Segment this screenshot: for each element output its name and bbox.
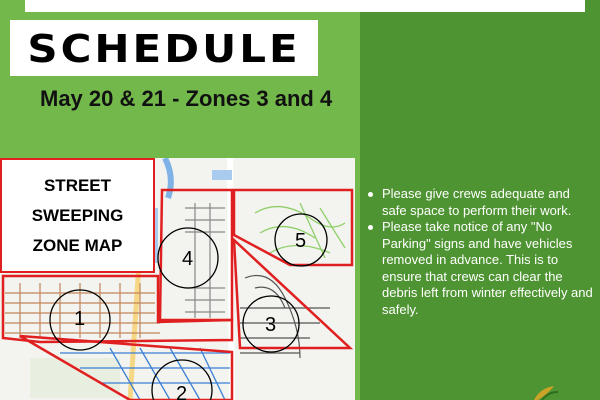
top-banner	[25, 0, 585, 12]
note-text-1: Please give crews adequate and safe space to perform their work.	[382, 186, 572, 218]
zone-3-label: 3	[265, 314, 277, 336]
title-box	[10, 20, 318, 76]
zone-2-label: 2	[176, 383, 188, 400]
map-title-line-3: ZONE MAP	[32, 235, 123, 255]
note-text-2: Please take notice of any "No Parking" signs and have vehicles removed in advance. This is to ensure that crews can clear the debris left from winter effectively and safely.	[382, 219, 593, 317]
leaf-icon	[530, 384, 560, 400]
bullet-icon	[368, 225, 373, 230]
bullet-icon	[368, 192, 373, 197]
notes-list	[366, 186, 598, 318]
page-title: SCHEDULE	[27, 25, 301, 71]
zone-map	[0, 158, 355, 400]
list-item	[366, 219, 598, 318]
map-title-line-1: STREET	[43, 175, 112, 195]
zone-5-label: 5	[295, 230, 307, 252]
map-title-line-2: SWEEPING	[31, 205, 124, 225]
zone-1-label: 1	[74, 308, 86, 330]
zone-4-label: 4	[182, 248, 194, 270]
map-title-box	[0, 158, 155, 273]
list-item	[366, 186, 598, 219]
schedule-subtitle: May 20 & 21 - Zones 3 and 4	[40, 86, 333, 111]
